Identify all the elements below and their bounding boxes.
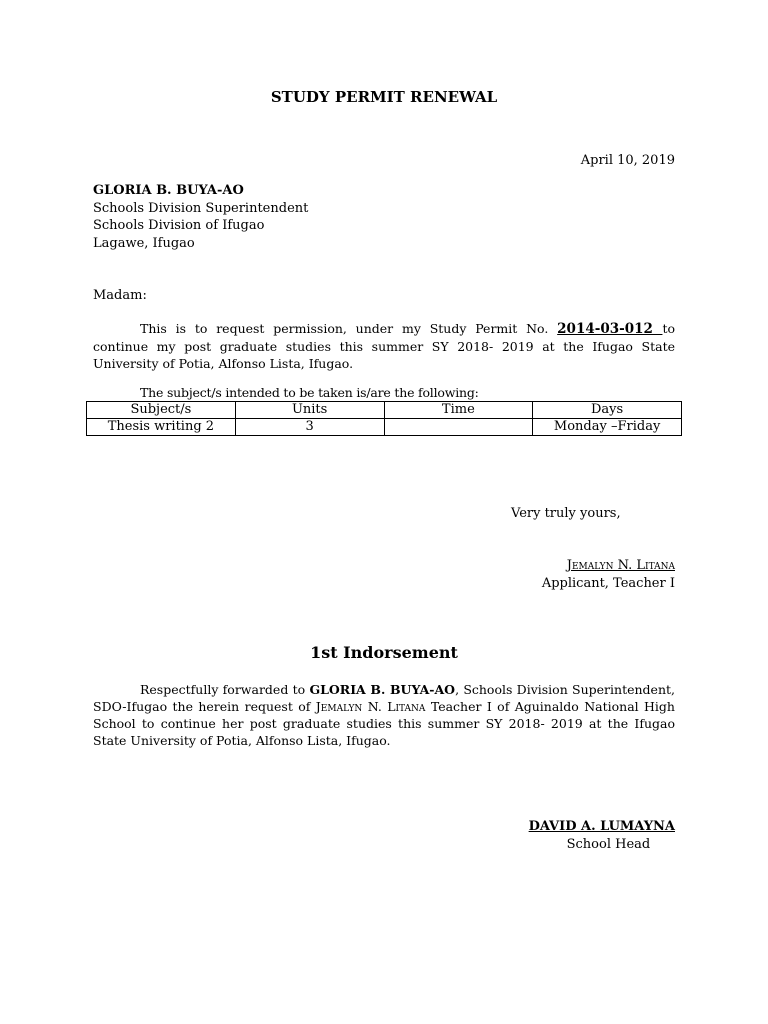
table-intro (93, 384, 675, 401)
permit-number: 2014-03-012 (557, 321, 663, 337)
cell-subject: Thesis writing 2 (87, 419, 236, 436)
indorsement-applicant-name: Jemalyn N. Litana (315, 699, 426, 714)
header-units: Units (235, 402, 384, 419)
request-paragraph (93, 320, 675, 372)
letter-date: April 10, 2019 (580, 153, 675, 168)
cell-units: 3 (235, 419, 384, 436)
recipient-block (93, 182, 308, 252)
cell-days: Monday –Friday (533, 419, 682, 436)
applicant-name: Jemalyn N. Litana (566, 558, 675, 573)
school-head-role: School Head (566, 837, 651, 852)
closing-phrase: Very truly yours, (511, 506, 621, 521)
indorsement-heading: 1st Indorsement (310, 643, 458, 662)
indorsement-text-start: Respectfully forwarded to (140, 682, 310, 697)
document-title: STUDY PERMIT RENEWAL (270, 88, 498, 106)
indorsement-paragraph (93, 681, 675, 749)
salutation: Madam: (93, 288, 147, 303)
table-header-row (87, 402, 682, 419)
request-text-start: This is to request permission, under my Study Permit No. (140, 321, 558, 336)
header-days: Days (533, 402, 682, 419)
indorsement-recipient-name: GLORIA B. BUYA-AO (309, 682, 456, 697)
applicant-role: Applicant, Teacher I (541, 576, 675, 591)
recipient-name: GLORIA B. BUYA-AO (93, 183, 244, 198)
table-intro-text: The subject/s intended to be taken is/are the following: (140, 385, 479, 400)
subjects-table (86, 401, 682, 436)
table-row (87, 419, 682, 436)
indorsement-text-end: Teacher I of Aguinaldo National High School to continue her post graduate studies this summer SY 2018- 2019 at the Ifugao State University of Potia, Alfonso Lista, Ifugao. (93, 699, 675, 748)
indorsement-text-mid: , Schools Division Superintendent, SDO-Ifugao the herein request of (93, 682, 675, 714)
request-text-end: to continue my post graduate studies this summer SY 2018- 2019 at the Ifugao State University of Potia, Alfonso Lista, Ifugao. (93, 321, 676, 371)
school-head-name: DAVID A. LUMAYNA (528, 819, 675, 834)
header-time: Time (384, 402, 533, 419)
recipient-office: Schools Division of Ifugao (93, 218, 265, 233)
recipient-location: Lagawe, Ifugao (93, 235, 195, 251)
recipient-position: Schools Division Superintendent (93, 200, 309, 216)
header-subjects: Subject/s (87, 402, 236, 419)
school-head-signature-block (529, 818, 675, 854)
applicant-signature-block (542, 557, 675, 593)
cell-time (384, 419, 533, 436)
